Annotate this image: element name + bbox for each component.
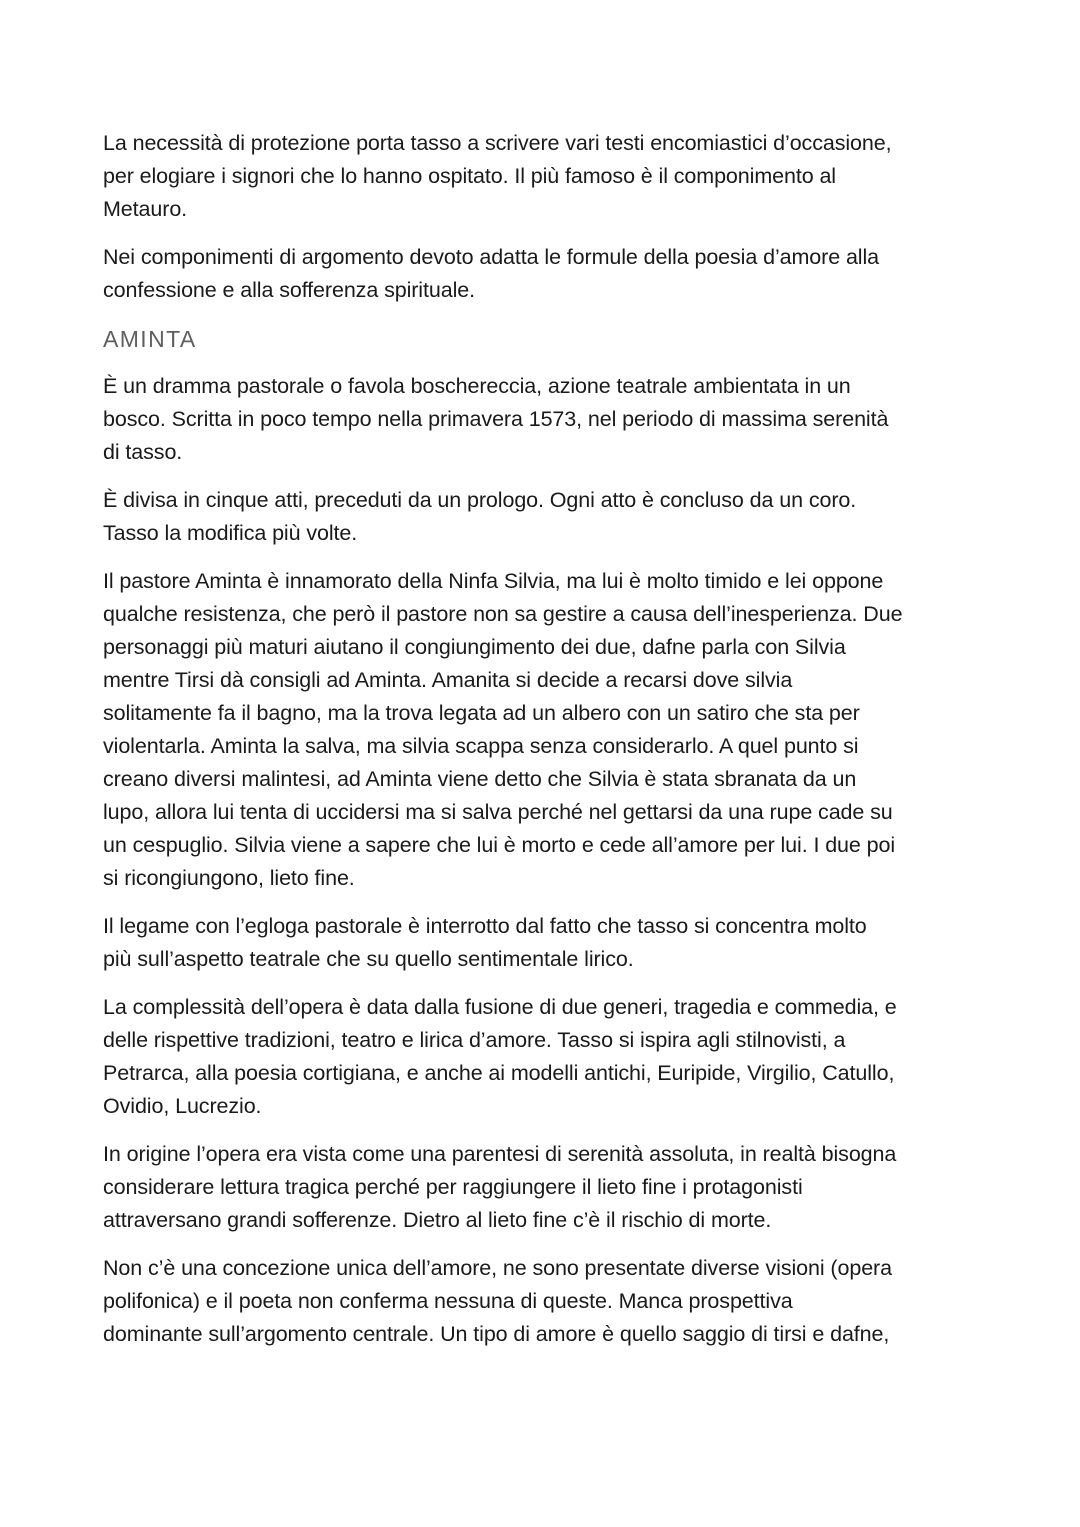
text-line: È divisa in cinque atti, preceduti da un prologo. Ogni atto è concluso da un coro. [103, 488, 857, 512]
text-line: Tasso la modifica più volte. [103, 521, 358, 545]
text-line: bosco. Scritta in poco tempo nella primavera 1573, nel periodo di massima serenità [103, 407, 889, 431]
text-line: Ovidio, Lucrezio. [103, 1094, 262, 1118]
text-line: lupo, allora lui tenta di uccidersi ma si salva perché nel gettarsi da una rupe cade su [103, 800, 893, 824]
text-line: In origine l’opera era vista come una parentesi di serenità assoluta, in realtà bisogna [103, 1142, 897, 1166]
text-line: La necessità di protezione porta tasso a scrivere vari testi encomiastici d’occasione, [103, 131, 892, 155]
text-line: Petrarca, alla poesia cortigiana, e anche ai modelli antichi, Euripide, Virgilio, Catullo, [103, 1061, 895, 1085]
text-line: un cespuglio. Silvia viene a sapere che lui è morto e cede all’amore per lui. I due poi [103, 833, 896, 857]
document-page [103, 127, 983, 1366]
paragraph-love-visions [103, 1252, 983, 1351]
paragraph-plot [103, 565, 983, 895]
text-line: confessione e alla sofferenza spirituale. [103, 278, 475, 302]
text-line: È un dramma pastorale o favola boschereccia, azione teatrale ambientata in un [103, 374, 851, 398]
text-line: creano diversi malintesi, ad Aminta viene detto che Silvia è stata sbranata da un [103, 767, 857, 791]
text-line: Metauro. [103, 197, 188, 221]
text-line: Il legame con l’egloga pastorale è interrotto dal fatto che tasso si concentra molto [103, 914, 867, 938]
paragraph-definition [103, 370, 983, 469]
text-line: Nei componimenti di argomento devoto adatta le formule della poesia d’amore alla [103, 245, 880, 269]
text-line: considerare lettura tragica perché per raggiungere il lieto fine i protagonisti [103, 1175, 803, 1199]
text-line: dominante sull’argomento centrale. Un tipo di amore è quello saggio di tirsi e dafne, [103, 1322, 890, 1346]
text-line: si ricongiungono, lieto fine. [103, 866, 355, 890]
paragraph-tragic-reading [103, 1138, 983, 1237]
intro-paragraph-devotional [103, 241, 983, 307]
paragraph-pastoral-link [103, 910, 983, 976]
text-line: qualche resistenza, che però il pastore non sa gestire a causa dell’inesperienza. Due [103, 602, 903, 626]
text-line: solitamente fa il bagno, ma la trova legata ad un albero con un satiro che sta per [103, 701, 860, 725]
paragraph-complexity [103, 991, 983, 1123]
text-line: per elogiare i signori che lo hanno ospitato. Il più famoso è il componimento al [103, 164, 836, 188]
text-line: più sull’aspetto teatrale che su quello sentimentale lirico. [103, 947, 634, 971]
text-line: violentarla. Aminta la salva, ma silvia scappa senza considerarlo. A quel punto si [103, 734, 859, 758]
paragraph-structure [103, 484, 983, 550]
text-line: di tasso. [103, 440, 183, 464]
intro-paragraph-protection [103, 127, 983, 226]
text-line: Il pastore Aminta è innamorato della Ninfa Silvia, ma lui è molto timido e lei oppone [103, 569, 884, 593]
text-line: La complessità dell’opera è data dalla fusione di due generi, tragedia e commedia, e [103, 995, 897, 1019]
text-line: delle rispettive tradizioni, teatro e lirica d’amore. Tasso si ispira agli stilnovisti, a [103, 1028, 846, 1052]
text-line: personaggi più maturi aiutano il congiungimento dei due, dafne parla con Silvia [103, 635, 846, 659]
text-line: Non c’è una concezione unica dell’amore, ne sono presentate diverse visioni (opera [103, 1256, 892, 1280]
text-line: attraversano grandi sofferenze. Dietro al lieto fine c’è il rischio di morte. [103, 1208, 772, 1232]
section-heading-aminta: AMINTA [103, 326, 197, 352]
text-line: polifonica) e il poeta non conferma nessuna di queste. Manca prospettiva [103, 1289, 793, 1313]
text-line: mentre Tirsi dà consigli ad Aminta. Amanita si decide a recarsi dove silvia [103, 668, 793, 692]
